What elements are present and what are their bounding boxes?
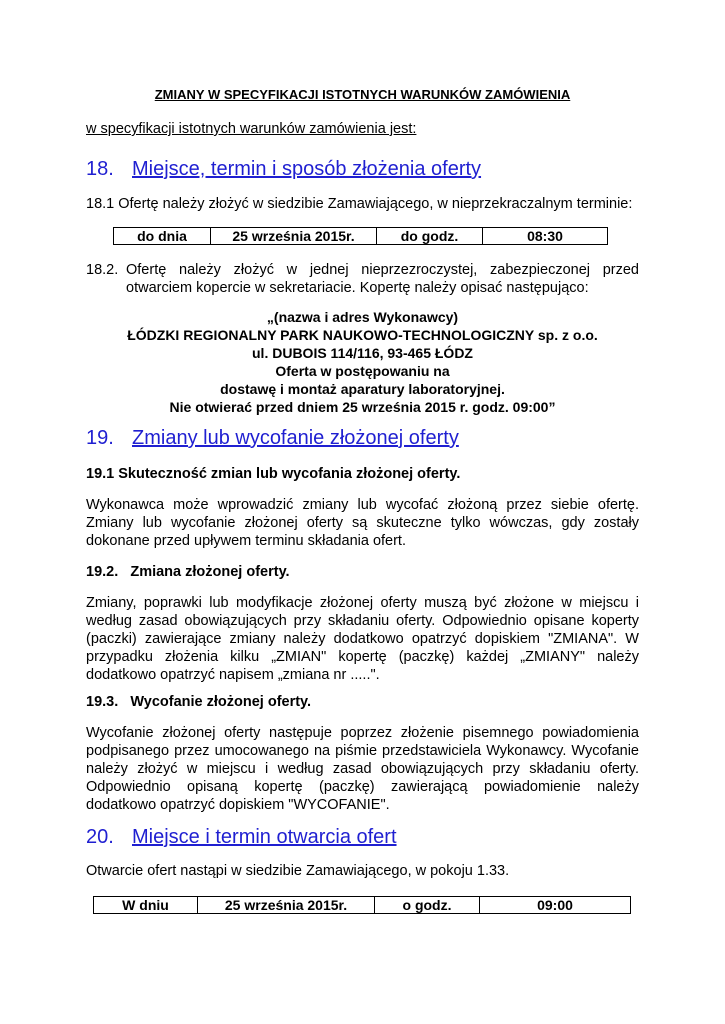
section-19-2-text — [86, 594, 639, 684]
section-19-2-heading: 19.2. Zmiana złożonej oferty. — [86, 564, 290, 580]
section-19-2-line-3: (paczki) zawierające zmiany należy dodatkowo opatrzyć dopiskiem "ZMIANA". W — [86, 631, 639, 647]
section-19-2-line-5: dodatkowo opatrzyć napisem „zmiana nr .....". — [86, 667, 380, 683]
deadline-time-value: 08:30 — [483, 228, 608, 245]
section-19-3-line-4: Odpowiednio opisaną kopertę (paczkę) zawierającą powiadomienie należy — [86, 779, 639, 795]
section-19-3-text — [86, 724, 639, 814]
opening-time-value: 09:00 — [480, 897, 631, 914]
section-19-1-heading: 19.1 Skuteczność zmian lub wycofania złożonej oferty. — [86, 466, 461, 482]
section-19-3-line-3: należy złożyć w miejscu i według zasad obowiązujących przy składaniu oferty. — [86, 761, 639, 777]
section-19-2-line-4: przypadku złożenia kilku „ZMIAN" kopertę (paczkę) każdej „ZMIANY" należy — [86, 649, 639, 665]
section-19-3-line-1: Wycofanie złożonej oferty następuje poprzez złożenie pisemnego powiadomienia — [86, 725, 639, 741]
envelope-line-3: ul. DUBOIS 114/116, 93-465 ŁÓDZ — [252, 345, 473, 361]
section-19-2-line-2: według zasad obowiązujących przy składaniu oferty. Odpowiednio opisane koperty — [86, 613, 639, 629]
envelope-line-2: ŁÓDZKI REGIONALNY PARK NAUKOWO-TECHNOLOGICZNY sp. z o.o. — [127, 327, 598, 343]
section-18-2-text — [86, 261, 639, 297]
intro-text: w specyfikacji istotnych warunków zamówienia jest: — [86, 121, 417, 137]
submission-deadline-table — [113, 227, 608, 245]
document-title: ZMIANY W SPECYFIKACJI ISTOTNYCH WARUNKÓW ZAMÓWIENIA — [154, 87, 571, 102]
section-20-number: 20. — [86, 826, 114, 848]
section-19-1-text — [86, 496, 639, 550]
opening-time-label: o godz. — [375, 897, 480, 914]
deadline-date-value: 25 września 2015r. — [211, 228, 377, 245]
section-19-1-line-3: dokonane przed upływem terminu składania ofert. — [86, 533, 406, 549]
opening-date-table — [93, 896, 631, 914]
section-19-3-line-5: dodatkowo opatrzyć dopiskiem "WYCOFANIE". — [86, 797, 390, 813]
section-18-heading — [86, 158, 481, 181]
section-18-2-line-2: otwarciem kopercie w sekretariacie. Kopertę należy opisać następująco: — [126, 280, 589, 296]
section-18-number: 18. — [86, 158, 114, 180]
opening-date-label: W dniu — [94, 897, 198, 914]
envelope-line-6: Nie otwierać przed dniem 25 września 2015 r. godz. 09:00” — [169, 399, 556, 415]
section-18-2-line-1: Ofertę należy złożyć w jednej nieprzezroczystej, zabezpieczonej przed — [126, 262, 639, 278]
section-20-title: Miejsce i termin otwarcia ofert — [132, 826, 397, 848]
envelope-line-5: dostawę i montaż aparatury laboratoryjnej. — [220, 381, 505, 397]
section-19-heading — [86, 427, 459, 450]
section-20-heading — [86, 826, 397, 849]
section-18-title: Miejsce, termin i sposób złożenia oferty — [132, 158, 482, 180]
section-19-title: Zmiany lub wycofanie złożonej oferty — [132, 427, 459, 449]
deadline-time-label: do godz. — [377, 228, 483, 245]
section-19-3-line-2: podpisanego przez umocowanego na piśmie przedstawiciela Wykonawcy. Wycofanie — [86, 743, 639, 759]
section-19-2-line-1: Zmiany, poprawki lub modyfikacje złożonej oferty muszą być złożone w miejscu i — [86, 595, 639, 611]
section-18-1-text: 18.1 Ofertę należy złożyć w siedzibie Zamawiającego, w nieprzekraczalnym terminie: — [86, 196, 633, 212]
section-20-text: Otwarcie ofert nastąpi w siedzibie Zamawiającego, w pokoju 1.33. — [86, 863, 510, 879]
envelope-line-1: „(nazwa i adres Wykonawcy) — [266, 309, 459, 325]
envelope-line-4: Oferta w postępowaniu na — [275, 363, 450, 379]
opening-date-value: 25 września 2015r. — [198, 897, 375, 914]
section-19-3-heading: 19.3. Wycofanie złożonej oferty. — [86, 694, 312, 710]
deadline-date-label: do dnia — [114, 228, 211, 245]
section-19-number: 19. — [86, 427, 114, 449]
section-19-1-line-1: Wykonawca może wprowadzić zmiany lub wycofać złożoną przez siebie ofertę. — [86, 497, 639, 513]
section-18-2-number: 18.2. — [86, 262, 119, 278]
section-19-1-line-2: Zmiany lub wycofanie złożonej oferty są skuteczne tylko wówczas, gdy zostały — [86, 515, 639, 531]
envelope-label — [86, 308, 639, 416]
